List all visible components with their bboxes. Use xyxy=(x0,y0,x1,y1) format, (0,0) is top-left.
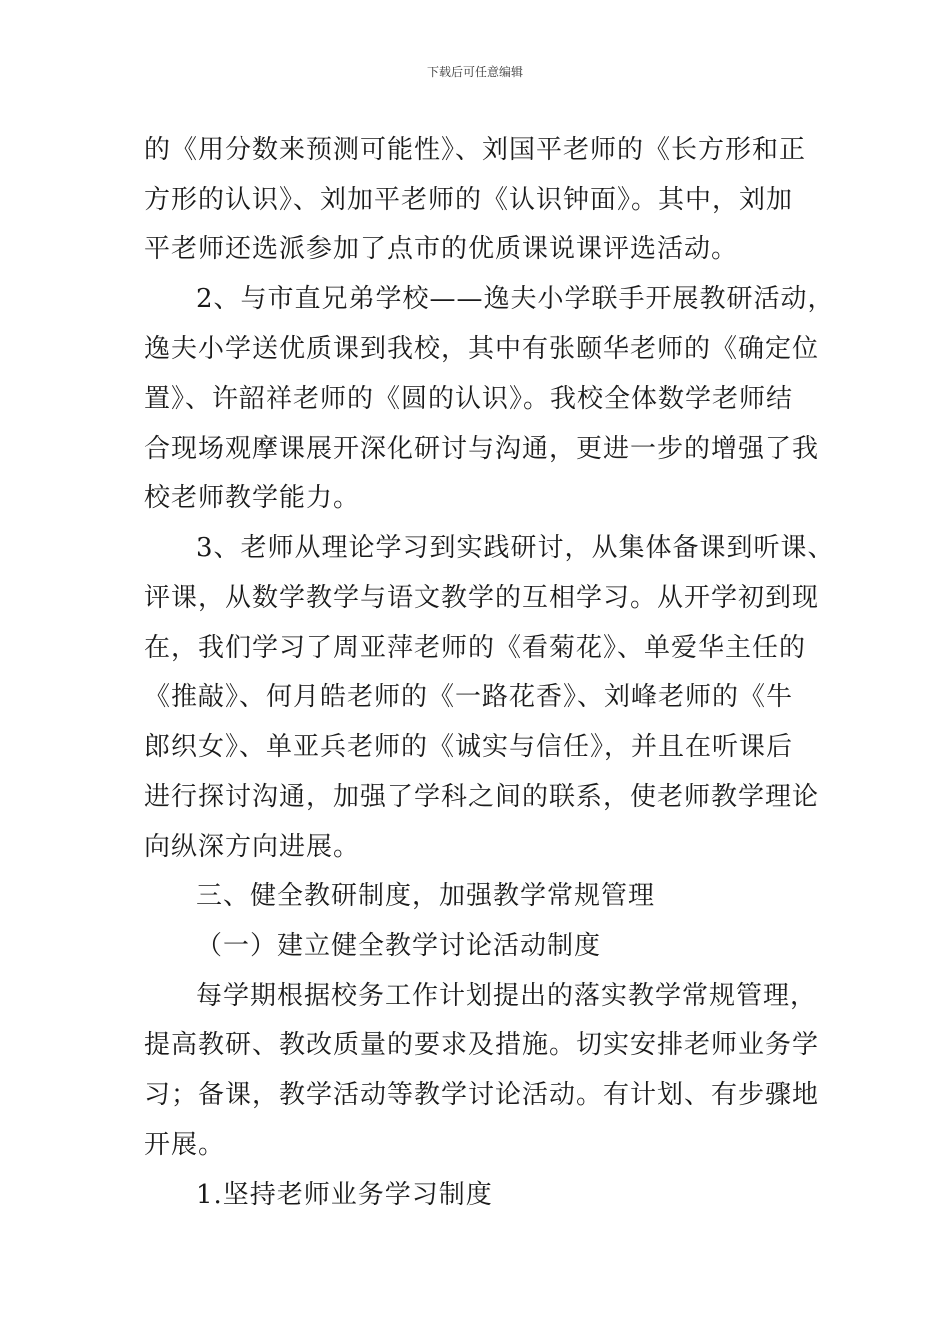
text-line: 评课，从数学教学与语文教学的互相学习。从开学初到现 xyxy=(144,583,820,613)
text-line: 合现场观摩课展开深化研讨与沟通，更进一步的增强了我 xyxy=(144,434,820,464)
text-line: 郎织女》、单亚兵老师的《诚实与信任》，并且在听课后 xyxy=(144,732,794,762)
page-header: 下载后可任意编辑 xyxy=(426,65,523,79)
text-line: 的《用分数来预测可能性》、刘国平老师的《长方形和正 xyxy=(144,135,807,165)
text-line: 向纵深方向进展。 xyxy=(144,832,361,862)
text-line: 习；备课，教学活动等教学讨论活动。有计划、有步骤地 xyxy=(144,1080,820,1110)
subsection-heading: （一）建立健全教学讨论活动制度 xyxy=(196,931,602,961)
text-line: 平老师还选派参加了点市的优质课说课评选活动。 xyxy=(144,234,739,264)
text-line: 置》、许韶祥老师的《圆的认识》。我校全体数学老师结 xyxy=(144,384,794,414)
text-line: 2、与市直兄弟学校——逸夫小学联手开展教研活动， xyxy=(196,284,835,314)
text-line: 在，我们学习了周亚萍老师的《看菊花》、单爱华主任的 xyxy=(144,633,807,663)
text-line: 进行探讨沟通，加强了学科之间的联系，使老师教学理论 xyxy=(144,782,820,812)
text-line: 每学期根据校务工作计划提出的落实教学常规管理， xyxy=(196,981,818,1011)
text-line: 逸夫小学送优质课到我校，其中有张颐华老师的《确定位 xyxy=(144,334,820,364)
text-line: 开展。 xyxy=(144,1130,226,1160)
text-line: 提高教研、教改质量的要求及措施。切实安排老师业务学 xyxy=(144,1030,820,1060)
text-line: 3、老师从理论学习到实践研讨，从集体备课到听课、 xyxy=(196,533,835,563)
text-line: 方形的认识》、刘加平老师的《认识钟面》。其中，刘加 xyxy=(144,185,794,215)
item-heading: 1.坚持老师业务学习制度 xyxy=(196,1180,493,1210)
text-line: 校老师教学能力。 xyxy=(144,483,361,513)
text-line: 《推敲》、何月皓老师的《一路花香》、刘峰老师的《牛 xyxy=(144,682,794,712)
section-heading: 三、健全教研制度，加强教学常规管理 xyxy=(196,881,656,911)
